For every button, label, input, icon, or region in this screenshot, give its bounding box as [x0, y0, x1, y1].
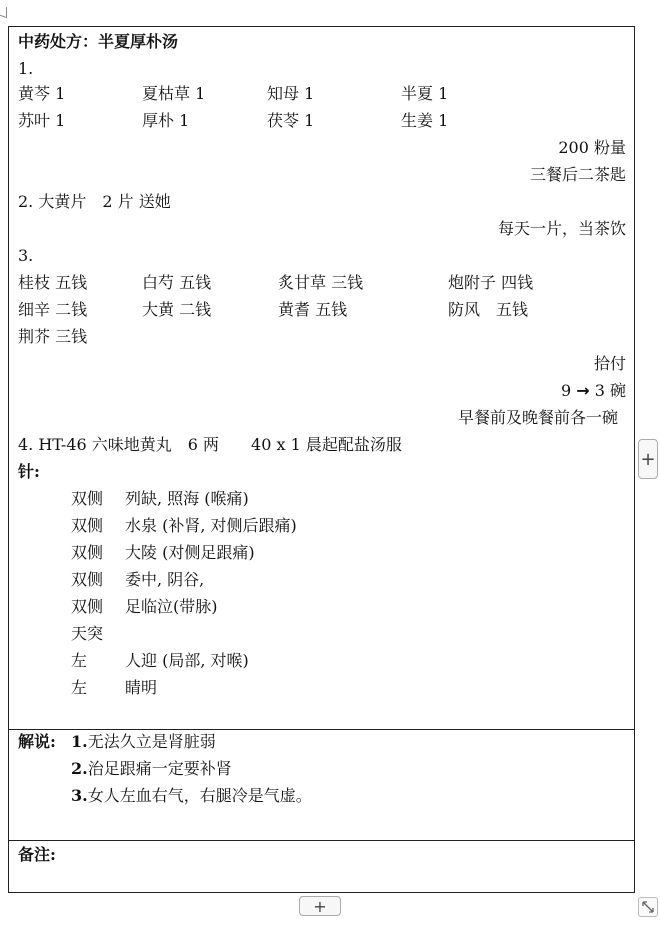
section3-doses: 拾付 [593, 354, 626, 373]
herb-item: 半夏 1 [401, 84, 449, 103]
acu-side: 天突 [71, 624, 104, 643]
herb-item: 大黄 二钱 [142, 300, 212, 319]
prescription-title: 中药处方：半夏厚朴汤 [18, 32, 179, 51]
add-column-button[interactable] [638, 439, 658, 479]
section2-line: 2. 大黄片 2 片 送她 [18, 192, 171, 211]
explanation-item [71, 759, 232, 779]
notes-label: 备注: [18, 845, 56, 864]
plus-icon: + [640, 448, 656, 470]
section-number-3: 3. [18, 246, 34, 265]
explanation-item [71, 786, 312, 806]
water-before: 9 [560, 381, 572, 400]
herb-item: 细辛 二钱 [18, 300, 88, 319]
herb-item: 桂枝 五钱 [18, 273, 88, 292]
section3-water [561, 381, 626, 401]
explanation-number: 3. [71, 786, 88, 805]
acu-side: 双侧 [71, 489, 104, 508]
resize-icon [641, 900, 655, 914]
section-number-1: 1. [18, 59, 34, 78]
acu-points: 委中, 阴谷, [125, 570, 205, 589]
divider [9, 840, 634, 841]
explanation-label: 解说: [18, 732, 56, 751]
herb-item: 黄耆 五钱 [278, 300, 348, 319]
acu-side: 双侧 [71, 516, 104, 535]
acu-side: 双侧 [71, 597, 104, 616]
acu-points: 列缺, 照海 (喉痛) [125, 489, 249, 508]
acu-side: 双侧 [71, 543, 104, 562]
herb-item: 生姜 1 [401, 111, 449, 130]
section1-usage: 三餐后二茶匙 [529, 165, 626, 184]
acu-side: 左 [71, 678, 88, 697]
acu-points: 人迎 (局部, 对喉) [125, 651, 249, 670]
divider [9, 729, 634, 730]
plus-icon: + [313, 896, 327, 916]
herb-item: 茯苓 1 [267, 111, 315, 130]
section4-line: 4. HT-46 六味地黄丸 6 两 40 x 1 晨起配盐汤服 [18, 435, 402, 454]
acu-side: 左 [71, 651, 88, 670]
acu-points: 大陵 (对侧足跟痛) [125, 543, 255, 562]
explanation-item [71, 732, 216, 752]
section1-amount: 200 粉量 [558, 138, 626, 157]
resize-handle[interactable] [638, 897, 658, 917]
herb-item: 炙甘草 三钱 [278, 273, 364, 292]
explanation-text: 无法久立是肾脏弱 [87, 732, 216, 751]
corner-marker [0, 5, 7, 19]
explanation-number: 1. [71, 732, 88, 751]
explanation-number: 2. [71, 759, 88, 778]
section2-usage: 每天一片，当茶饮 [497, 219, 626, 238]
acu-points: 睛明 [125, 678, 158, 697]
water-after: 3 碗 [594, 381, 626, 400]
acu-points: 足临泣(带脉) [125, 597, 218, 616]
acu-points: 水泉 (补肾, 对侧后跟痛) [125, 516, 297, 535]
herb-item: 苏叶 1 [18, 111, 66, 130]
herb-item: 防风 五钱 [448, 300, 529, 319]
herb-item: 炮附子 四钱 [448, 273, 534, 292]
herb-item: 夏枯草 1 [142, 84, 206, 103]
acupuncture-label: 针: [18, 462, 40, 481]
section3-usage: 早餐前及晚餐前各一碗 [457, 408, 618, 427]
herb-item: 白芍 五钱 [142, 273, 212, 292]
prescription-document [8, 26, 635, 893]
acu-side: 双侧 [71, 570, 104, 589]
herb-item: 荆芥 三钱 [18, 327, 88, 346]
explanation-text: 女人左血右气，右腿冷是气虚。 [87, 786, 312, 805]
add-row-button[interactable] [299, 896, 341, 916]
explanation-text: 治足跟痛一定要补肾 [87, 759, 232, 778]
herb-item: 知母 1 [267, 84, 315, 103]
herb-item: 厚朴 1 [142, 111, 190, 130]
herb-item: 黄芩 1 [18, 84, 66, 103]
arrow-right-icon: → [576, 381, 590, 400]
